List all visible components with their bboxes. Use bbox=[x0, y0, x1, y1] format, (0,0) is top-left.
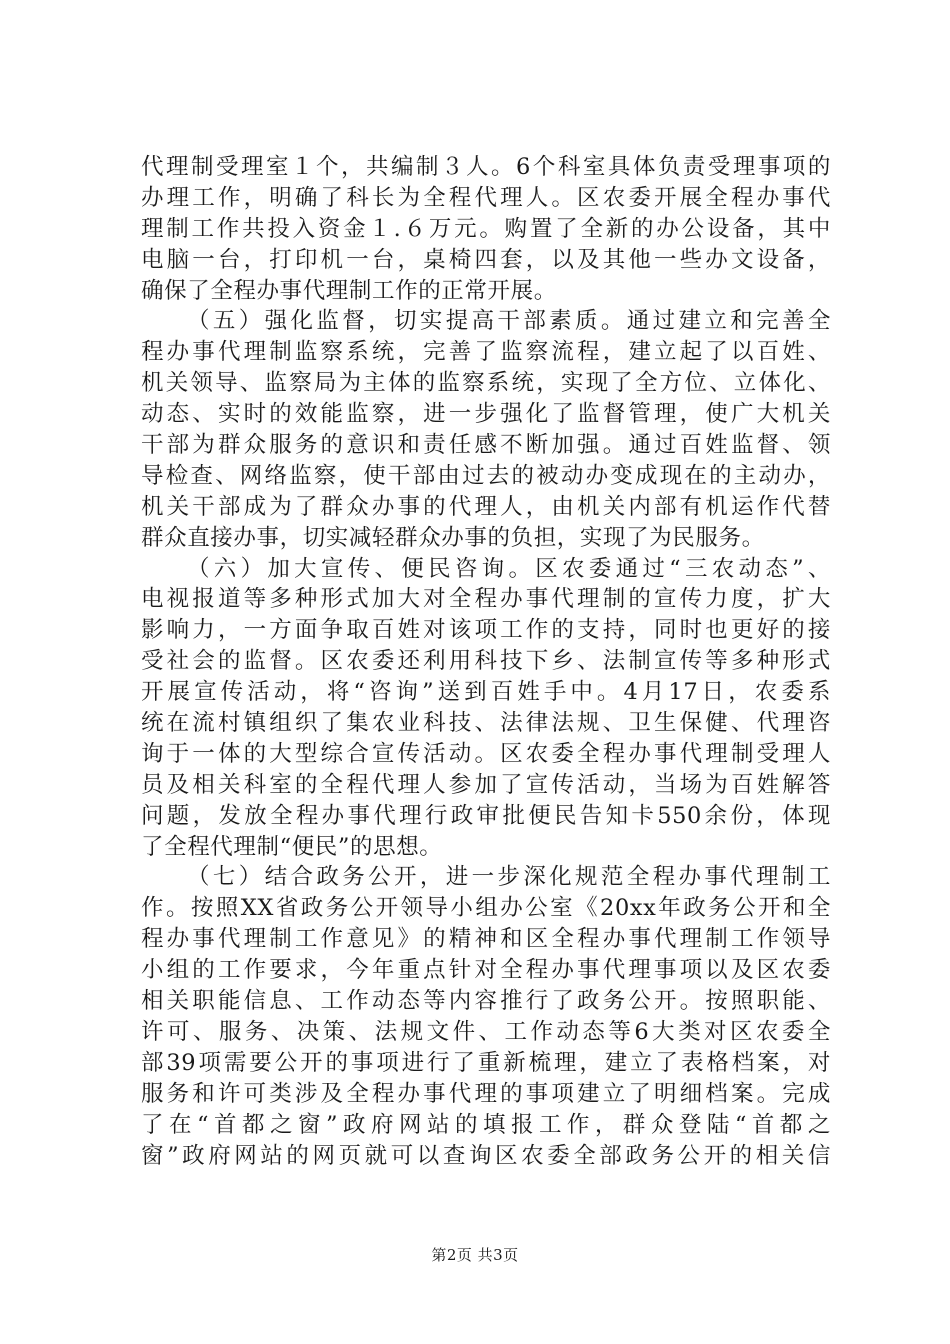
section-heading-line: （六）加大宣传、便民咨询。区农委通过“三农动态”、 bbox=[187, 555, 831, 582]
text-line: 代理制受理室１个，共编制３人。6个科室具体负责受理事项的 bbox=[141, 154, 831, 180]
section-heading-line: （七）结合政务公开，进一步深化规范全程办事代理制工 bbox=[187, 864, 831, 891]
text-line: 部39项需要公开的事项进行了重新梳理，建立了表格档案，对 bbox=[141, 1049, 831, 1076]
text-line: 了在“首都之窗”政府网站的填报工作，群众登陆“首都之 bbox=[141, 1111, 831, 1138]
text-line: 机关干部成为了群众办事的代理人，由机关内部有机运作代替 bbox=[141, 493, 831, 520]
text-line: 动态、实时的效能监察，进一步强化了监督管理，使广大机关 bbox=[141, 401, 831, 428]
text-line: 了全程代理制“便民”的思想。 bbox=[141, 833, 443, 860]
text-line: 问题，发放全程办事代理行政审批便民告知卡550余份，体现 bbox=[141, 802, 831, 829]
text-line: 相关职能信息、工作动态等内容推行了政务公开。按照职能、 bbox=[141, 988, 831, 1015]
text-line: 开展宣传活动，将“咨询”送到百姓手中。4月17日，农委系 bbox=[141, 679, 831, 706]
text-line: 导检查、网络监察，使干部由过去的被动办变成现在的主动办， bbox=[141, 462, 831, 489]
text-line: 员及相关科室的全程代理人参加了宣传活动，当场为百姓解答 bbox=[141, 771, 831, 798]
text-line: 受社会的监督。区农委还利用科技下乡、法制宣传等多种形式 bbox=[141, 648, 831, 675]
text-line: 统在流村镇组织了集农业科技、法律法规、卫生保健、代理咨 bbox=[141, 710, 831, 737]
section-heading-line: （五）强化监督，切实提高干部素质。通过建立和完善全 bbox=[187, 308, 831, 335]
text-line: 理制工作共投入资金１.６万元。购置了全新的办公设备，其中 bbox=[141, 215, 831, 242]
text-line: 群众直接办事，切实减轻群众办事的负担，实现了为民服务。 bbox=[141, 524, 765, 551]
text-line: 小组的工作要求，今年重点针对全程办事代理事项以及区农委 bbox=[141, 957, 831, 984]
text-line: 许可、服务、决策、法规文件、工作动态等6大类对区农委全 bbox=[141, 1018, 831, 1045]
text-line: 服务和许可类涉及全程办事代理的事项建立了明细档案。完成 bbox=[141, 1080, 831, 1107]
text-line: 程办事代理制工作意见》的精神和区全程办事代理制工作领导 bbox=[141, 926, 831, 953]
text-line: 办理工作，明确了科长为全程代理人。区农委开展全程办事代 bbox=[141, 184, 831, 211]
text-line: 电脑一台，打印机一台，桌椅四套，以及其他一些办文设备， bbox=[141, 246, 831, 273]
text-line: 程办事代理制监察系统，完善了监察流程，建立起了以百姓、 bbox=[141, 339, 831, 366]
text-line: 确保了全程办事代理制工作的正常开展。 bbox=[141, 277, 557, 304]
page-number-footer: 第2页 共3页 bbox=[431, 1246, 519, 1264]
document-body bbox=[141, 152, 831, 1171]
text-line: 作。按照XX省政务公开领导小组办公室《20xx年政务公开和全 bbox=[141, 895, 831, 922]
text-line: 询于一体的大型综合宣传活动。区农委全程办事代理制受理人 bbox=[141, 740, 831, 767]
text-line: 电视报道等多种形式加大对全程办事代理制的宣传力度，扩大 bbox=[141, 586, 831, 613]
text-line: 窗”政府网站的网页就可以查询区农委全部政务公开的相关信 bbox=[141, 1142, 831, 1169]
text-line: 机关领导、监察局为主体的监察系统，实现了全方位、立体化、 bbox=[141, 370, 831, 397]
text-line: 干部为群众服务的意识和责任感不断加强。通过百姓监督、领 bbox=[141, 432, 831, 459]
text-line: 影响力，一方面争取百姓对该项工作的支持，同时也更好的接 bbox=[141, 617, 831, 644]
